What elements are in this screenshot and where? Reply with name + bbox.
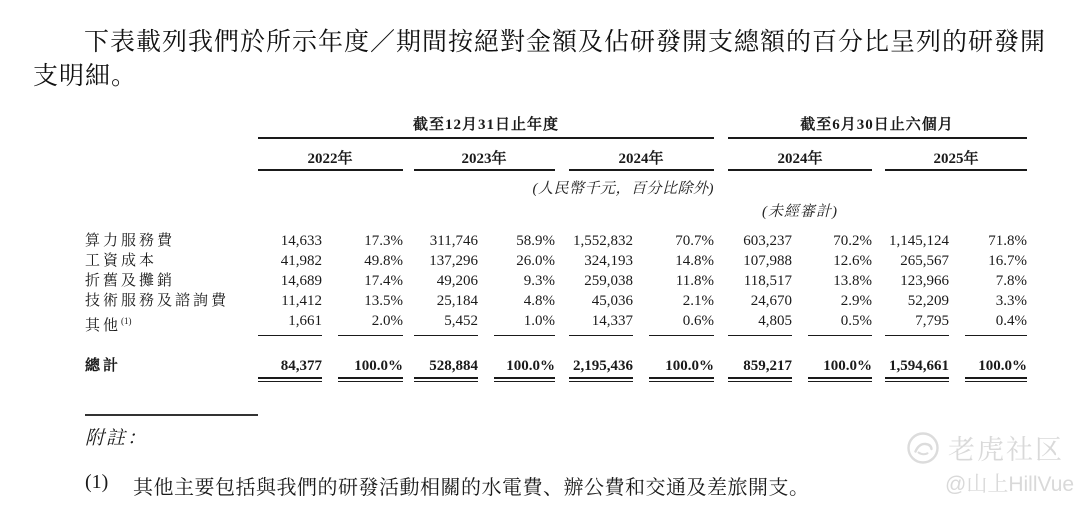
value-cell: 0.4% xyxy=(965,311,1027,336)
intro-paragraph-line-1: 下表載列我們於所示年度／期間按絕對金額及佔研發開支總額的百分比呈列的研發開 xyxy=(84,29,1047,56)
column-gap xyxy=(403,355,414,379)
value-cell: 49,206 xyxy=(436,273,478,289)
value-cell: 137,296 xyxy=(429,253,478,269)
value-cell: 13.8% xyxy=(833,273,872,289)
watermark xyxy=(906,428,1075,496)
intro-paragraph-line-2: 支明細。 xyxy=(33,63,138,90)
column-gap xyxy=(792,291,808,311)
value-cell: 4.8% xyxy=(523,293,555,309)
column-gap xyxy=(792,311,808,336)
total-cell: 100.0% xyxy=(965,355,1027,379)
value-cell: 259,038 xyxy=(584,273,633,289)
column-gap xyxy=(478,271,494,291)
column-gap xyxy=(633,271,649,291)
value-cell: 2.0% xyxy=(338,311,403,336)
value-cell: 265,567 xyxy=(900,253,949,269)
value-cell: 14,633 xyxy=(280,233,322,249)
year-header-2024-interim: 2024年 xyxy=(777,151,823,167)
column-gap xyxy=(555,271,569,291)
column-gap xyxy=(403,271,414,291)
rnd-expense-table xyxy=(85,105,1027,405)
column-gap xyxy=(872,231,885,251)
value-cell: 70.7% xyxy=(675,233,714,249)
column-gap xyxy=(792,355,808,379)
value-cell: 4,805 xyxy=(728,311,792,336)
value-cell: 24,670 xyxy=(750,293,792,309)
total-cell: 2,195,436 xyxy=(569,355,633,379)
year-header-2025-interim: 2025年 xyxy=(933,151,979,167)
column-gap xyxy=(872,291,885,311)
value-cell: 123,966 xyxy=(900,273,949,289)
column-gap xyxy=(633,291,649,311)
value-cell: 118,517 xyxy=(743,273,792,289)
total-cell: 100.0% xyxy=(649,355,714,379)
value-cell: 49.8% xyxy=(364,253,403,269)
watermark-handle-text: @山上HillVue xyxy=(945,473,1075,496)
value-cell: 311,746 xyxy=(429,233,478,249)
table-total-row xyxy=(85,355,1027,379)
column-gap xyxy=(714,271,728,291)
value-cell: 11.8% xyxy=(675,273,714,289)
value-cell: 7.8% xyxy=(995,273,1027,289)
table-body xyxy=(85,231,1027,336)
value-cell: 70.2% xyxy=(833,233,872,249)
footnote-reference: (1) xyxy=(121,316,132,326)
currency-unit-note: (人民幣千元，百分比除外) xyxy=(532,181,714,197)
value-cell: 58.9% xyxy=(516,233,555,249)
column-gap xyxy=(872,311,885,336)
group-header-rule-annual xyxy=(258,137,714,139)
column-gap xyxy=(555,311,569,336)
column-gap xyxy=(478,311,494,336)
footnote-marker: (1) xyxy=(85,471,109,493)
year-header-2022: 2022年 xyxy=(307,151,353,167)
column-gap xyxy=(714,291,728,311)
column-gap xyxy=(633,311,649,336)
column-gap xyxy=(949,251,965,271)
year-header-2024: 2024年 xyxy=(618,151,664,167)
value-cell: 2.9% xyxy=(840,293,872,309)
column-gap xyxy=(478,291,494,311)
expense-row-label: 技術服務及諮詢費 xyxy=(85,293,230,309)
value-cell: 14.8% xyxy=(675,253,714,269)
column-gap xyxy=(322,291,338,311)
column-group-header-interim: 截至6月30日止六個月 xyxy=(800,117,954,133)
expense-row-label: 其他$^{(1)}$ xyxy=(85,316,132,334)
column-gap xyxy=(714,311,728,336)
column-gap xyxy=(633,251,649,271)
column-gap xyxy=(792,231,808,251)
column-gap xyxy=(872,271,885,291)
column-gap xyxy=(792,271,808,291)
column-gap xyxy=(555,291,569,311)
year-header-rule xyxy=(728,169,872,171)
column-gap xyxy=(949,355,965,379)
column-gap xyxy=(478,231,494,251)
value-cell: 17.3% xyxy=(364,233,403,249)
column-gap xyxy=(872,355,885,379)
value-cell: 1,145,124 xyxy=(889,233,949,249)
column-gap xyxy=(322,251,338,271)
value-cell: 0.6% xyxy=(649,311,714,336)
column-gap xyxy=(478,251,494,271)
column-gap xyxy=(555,355,569,379)
footnote-text: 其他主要包括與我們的研發活動相關的水電費、辦公費和交通及差旅開支。 xyxy=(133,477,810,499)
total-cell: 859,217 xyxy=(728,355,792,379)
year-header-rule xyxy=(414,169,555,171)
column-gap xyxy=(322,231,338,251)
column-gap xyxy=(555,251,569,271)
column-gap xyxy=(555,231,569,251)
value-cell: 603,237 xyxy=(743,233,792,249)
column-gap xyxy=(403,231,414,251)
total-cell: 100.0% xyxy=(808,355,872,379)
value-cell: 41,982 xyxy=(280,253,322,269)
expense-row-label: 折舊及攤銷 xyxy=(85,273,176,289)
value-cell: 13.5% xyxy=(364,293,403,309)
year-header-rule xyxy=(885,169,1027,171)
value-cell: 16.7% xyxy=(988,253,1027,269)
total-cell: 528,884 xyxy=(414,355,478,379)
column-gap xyxy=(714,251,728,271)
notes-heading: 附註： xyxy=(85,428,149,449)
value-cell: 1,552,832 xyxy=(573,233,633,249)
column-gap xyxy=(949,231,965,251)
column-gap xyxy=(949,311,965,336)
value-cell: 25,184 xyxy=(436,293,478,309)
tiger-logo-icon xyxy=(906,431,940,465)
column-gap xyxy=(714,355,728,379)
total-row-label: 總計 xyxy=(85,358,122,374)
column-gap xyxy=(403,311,414,336)
footnote-separator-line xyxy=(85,414,258,416)
value-cell: 7,795 xyxy=(885,311,949,336)
value-cell: 3.3% xyxy=(995,293,1027,309)
column-gap xyxy=(633,355,649,379)
column-group-header-annual: 截至12月31日止年度 xyxy=(412,117,560,133)
value-cell: 0.5% xyxy=(808,311,872,336)
total-cell: 100.0% xyxy=(338,355,403,379)
column-gap xyxy=(872,251,885,271)
column-gap xyxy=(322,271,338,291)
value-cell: 45,036 xyxy=(591,293,633,309)
value-cell: 9.3% xyxy=(523,273,555,289)
value-cell: 14,337 xyxy=(569,311,633,336)
value-cell: 12.6% xyxy=(833,253,872,269)
column-gap xyxy=(633,231,649,251)
column-gap xyxy=(403,291,414,311)
year-header-rule xyxy=(569,169,714,171)
value-cell: 324,193 xyxy=(584,253,633,269)
group-header-rule-interim xyxy=(728,137,1027,139)
value-cell: 26.0% xyxy=(516,253,555,269)
total-cell: 84,377 xyxy=(258,355,322,379)
total-cell: 100.0% xyxy=(494,355,555,379)
value-cell: 5,452 xyxy=(414,311,478,336)
year-header-2023: 2023年 xyxy=(461,151,507,167)
column-gap xyxy=(949,291,965,311)
value-cell: 107,988 xyxy=(743,253,792,269)
expense-row-label: 算力服務費 xyxy=(85,233,176,249)
column-gap xyxy=(714,231,728,251)
value-cell: 1.0% xyxy=(494,311,555,336)
value-cell: 14,689 xyxy=(280,273,322,289)
value-cell: 11,412 xyxy=(281,293,322,309)
value-cell: 52,209 xyxy=(907,293,949,309)
value-cell: 17.4% xyxy=(364,273,403,289)
column-gap xyxy=(322,311,338,336)
watermark-brand-text: 老虎社区 xyxy=(948,435,1064,465)
year-header-rule xyxy=(258,169,403,171)
column-gap xyxy=(792,251,808,271)
value-cell: 1,661 xyxy=(258,311,322,336)
value-cell: 71.8% xyxy=(988,233,1027,249)
total-cell: 1,594,661 xyxy=(885,355,949,379)
column-gap xyxy=(403,251,414,271)
unaudited-note: (未經審計) xyxy=(762,204,838,220)
column-gap xyxy=(949,271,965,291)
column-gap xyxy=(322,355,338,379)
column-gap xyxy=(478,355,494,379)
value-cell: 2.1% xyxy=(682,293,714,309)
expense-row-label: 工資成本 xyxy=(85,253,158,269)
